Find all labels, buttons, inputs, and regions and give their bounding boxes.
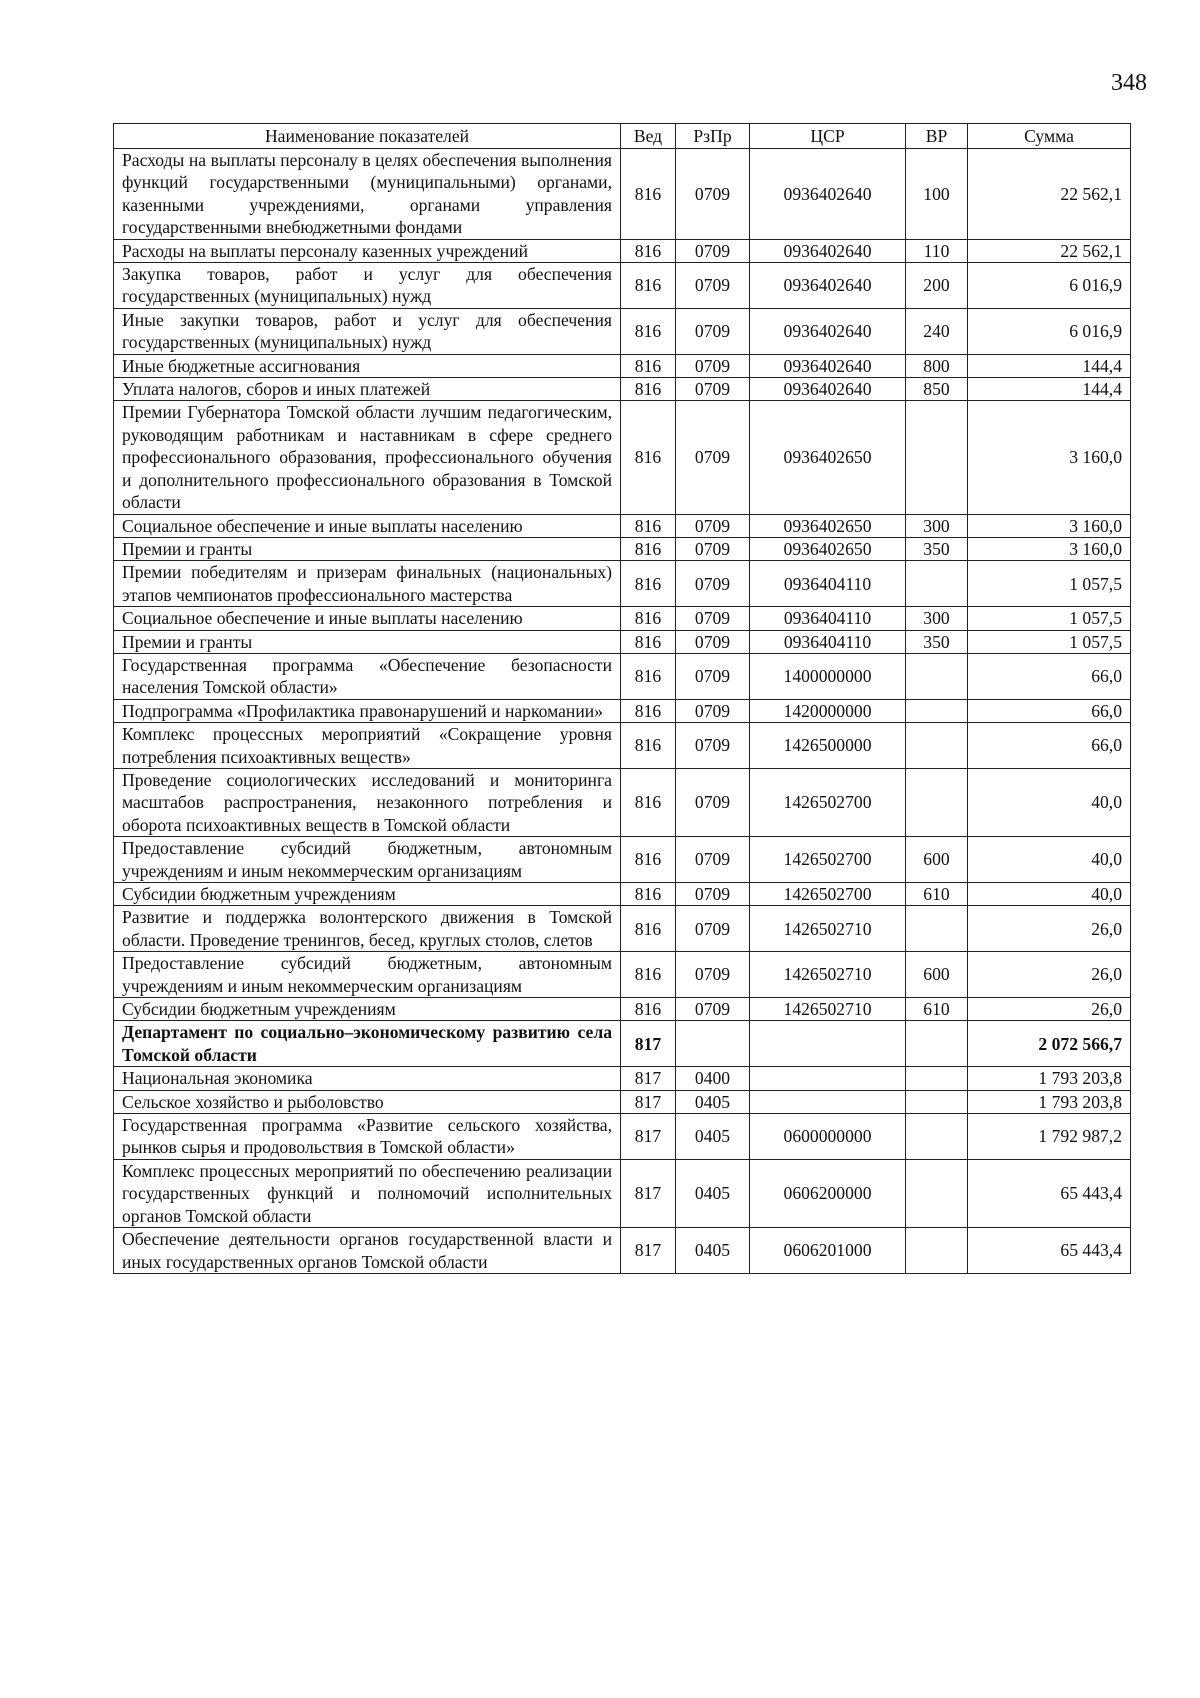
cell-sum: 40,0 (968, 837, 1131, 883)
cell-rzpr: 0709 (676, 239, 750, 262)
header-vr: ВР (906, 124, 968, 149)
table-row (114, 699, 1131, 722)
cell-rzpr: 0709 (676, 723, 750, 769)
cell-ved: 816 (621, 401, 676, 514)
cell-rzpr: 0405 (676, 1114, 750, 1160)
cell-vr (906, 401, 968, 514)
cell-name: Премии и гранты (114, 630, 621, 653)
cell-name: Субсидии бюджетным учреждениям (114, 998, 621, 1021)
cell-name: Предоставление субсидий бюджетным, автономным учреждениям и иным некоммерческим организациям (114, 837, 621, 883)
cell-name: Обеспечение деятельности органов государственной власти и иных государственных органов Томской области (114, 1228, 621, 1274)
cell-ved: 816 (621, 723, 676, 769)
cell-csr: 0936404110 (750, 607, 906, 630)
cell-name: Социальное обеспечение и иные выплаты населению (114, 607, 621, 630)
cell-csr: 1426502700 (750, 837, 906, 883)
table-row (114, 630, 1131, 653)
cell-ved: 816 (621, 883, 676, 906)
cell-vr (906, 723, 968, 769)
table-body (114, 149, 1131, 1274)
cell-vr: 610 (906, 883, 968, 906)
cell-ved: 816 (621, 837, 676, 883)
cell-vr: 850 (906, 378, 968, 401)
cell-csr: 0936402650 (750, 401, 906, 514)
cell-ved: 816 (621, 263, 676, 309)
cell-name: Государственная программа «Развитие сельского хозяйства, рынков сырья и продовольствия в Томской области» (114, 1114, 621, 1160)
cell-vr (906, 1228, 968, 1274)
cell-name: Иные бюджетные ассигнования (114, 354, 621, 377)
cell-vr: 110 (906, 239, 968, 262)
cell-sum: 26,0 (968, 952, 1131, 998)
cell-rzpr: 0709 (676, 354, 750, 377)
cell-sum: 66,0 (968, 699, 1131, 722)
cell-sum: 2 072 566,7 (968, 1021, 1131, 1067)
cell-rzpr: 0709 (676, 514, 750, 537)
cell-name: Социальное обеспечение и иные выплаты населению (114, 514, 621, 537)
cell-vr (906, 1021, 968, 1067)
cell-name: Проведение социологических исследований и мониторинга масштабов распространения, незаконного потребления и оборота психоактивных веществ в Томской области (114, 768, 621, 836)
table-row (114, 1228, 1131, 1274)
cell-sum: 1 792 987,2 (968, 1114, 1131, 1160)
cell-vr: 800 (906, 354, 968, 377)
cell-name: Подпрограмма «Профилактика правонарушений и наркомании» (114, 699, 621, 722)
cell-ved: 816 (621, 906, 676, 952)
table-row (114, 514, 1131, 537)
cell-rzpr (676, 1021, 750, 1067)
cell-sum: 22 562,1 (968, 149, 1131, 240)
cell-rzpr: 0709 (676, 149, 750, 240)
cell-rzpr: 0709 (676, 768, 750, 836)
table-row (114, 561, 1131, 607)
cell-csr: 0936404110 (750, 630, 906, 653)
cell-rzpr: 0709 (676, 699, 750, 722)
table-row (114, 401, 1131, 514)
cell-csr: 1426500000 (750, 723, 906, 769)
cell-sum: 3 160,0 (968, 514, 1131, 537)
table-row (114, 768, 1131, 836)
table-row (114, 1090, 1131, 1113)
table-row (114, 263, 1131, 309)
cell-ved: 817 (621, 1228, 676, 1274)
cell-sum: 66,0 (968, 723, 1131, 769)
cell-csr (750, 1021, 906, 1067)
cell-csr: 0936402640 (750, 378, 906, 401)
cell-ved: 817 (621, 1021, 676, 1067)
cell-name: Сельское хозяйство и рыболовство (114, 1090, 621, 1113)
cell-sum: 3 160,0 (968, 401, 1131, 514)
cell-sum: 6 016,9 (968, 263, 1131, 309)
cell-csr: 0936402640 (750, 239, 906, 262)
table-row (114, 723, 1131, 769)
header-name: Наименование показателей (114, 124, 621, 149)
cell-vr: 240 (906, 308, 968, 354)
cell-sum: 40,0 (968, 768, 1131, 836)
cell-ved: 816 (621, 514, 676, 537)
cell-name: Комплекс процессных мероприятий по обеспечению реализации государственных функций и полномочий исполнительных органов Томской области (114, 1159, 621, 1227)
cell-vr: 300 (906, 514, 968, 537)
header-csr: ЦСР (750, 124, 906, 149)
cell-name: Уплата налогов, сборов и иных платежей (114, 378, 621, 401)
cell-rzpr: 0709 (676, 883, 750, 906)
cell-vr: 350 (906, 630, 968, 653)
cell-rzpr: 0400 (676, 1067, 750, 1090)
cell-rzpr: 0709 (676, 630, 750, 653)
cell-ved: 816 (621, 308, 676, 354)
table-row (114, 239, 1131, 262)
cell-sum: 65 443,4 (968, 1228, 1131, 1274)
cell-csr (750, 1067, 906, 1090)
cell-rzpr: 0405 (676, 1228, 750, 1274)
cell-vr (906, 699, 968, 722)
table-row (114, 607, 1131, 630)
cell-csr: 1426502700 (750, 768, 906, 836)
cell-sum: 22 562,1 (968, 239, 1131, 262)
cell-vr: 610 (906, 998, 968, 1021)
table-row (114, 906, 1131, 952)
cell-name: Департамент по социально–экономическому развитию села Томской области (114, 1021, 621, 1067)
cell-sum: 65 443,4 (968, 1159, 1131, 1227)
cell-ved: 817 (621, 1159, 676, 1227)
cell-vr: 350 (906, 537, 968, 560)
table-row (114, 308, 1131, 354)
cell-name: Премии победителям и призерам финальных (национальных) этапов чемпионатов профессионального мастерства (114, 561, 621, 607)
cell-name: Субсидии бюджетным учреждениям (114, 883, 621, 906)
cell-ved: 816 (621, 630, 676, 653)
cell-rzpr: 0709 (676, 561, 750, 607)
cell-name: Комплекс процессных мероприятий «Сокращение уровня потребления психоактивных веществ» (114, 723, 621, 769)
header-sum: Сумма (968, 124, 1131, 149)
cell-ved: 816 (621, 149, 676, 240)
cell-vr (906, 653, 968, 699)
table-row (114, 378, 1131, 401)
cell-ved: 816 (621, 699, 676, 722)
cell-name: Закупка товаров, работ и услуг для обеспечения государственных (муниципальных) нужд (114, 263, 621, 309)
cell-sum: 144,4 (968, 378, 1131, 401)
cell-name: Предоставление субсидий бюджетным, автономным учреждениям и иным некоммерческим организациям (114, 952, 621, 998)
cell-rzpr: 0709 (676, 308, 750, 354)
table-header-row (114, 124, 1131, 149)
cell-vr (906, 768, 968, 836)
cell-csr: 0936404110 (750, 561, 906, 607)
cell-sum: 66,0 (968, 653, 1131, 699)
table-row (114, 883, 1131, 906)
cell-rzpr: 0709 (676, 837, 750, 883)
table-row (114, 837, 1131, 883)
cell-name: Расходы на выплаты персоналу в целях обеспечения выполнения функций государственными (муниципальными) органами, казенными учреждениями, органами управления государственными внебюджетными фондами (114, 149, 621, 240)
cell-ved: 817 (621, 1114, 676, 1160)
table-row (114, 537, 1131, 560)
cell-csr: 1426502700 (750, 883, 906, 906)
cell-vr (906, 1067, 968, 1090)
cell-rzpr: 0709 (676, 998, 750, 1021)
cell-csr: 0936402640 (750, 354, 906, 377)
table-row (114, 998, 1131, 1021)
cell-csr: 1420000000 (750, 699, 906, 722)
cell-rzpr: 0709 (676, 378, 750, 401)
cell-csr: 1400000000 (750, 653, 906, 699)
cell-ved: 816 (621, 998, 676, 1021)
cell-csr: 0606200000 (750, 1159, 906, 1227)
cell-csr: 0936402640 (750, 308, 906, 354)
cell-rzpr: 0709 (676, 906, 750, 952)
cell-sum: 3 160,0 (968, 537, 1131, 560)
cell-vr: 200 (906, 263, 968, 309)
budget-table (113, 123, 1131, 1274)
cell-name: Премии Губернатора Томской области лучшим педагогическим, руководящим работникам и наставникам в сфере среднего профессионального образования, профессионального обучения и дополнительного профессионального образования в Томской области (114, 401, 621, 514)
cell-vr (906, 906, 968, 952)
cell-sum: 26,0 (968, 906, 1131, 952)
table-row (114, 1159, 1131, 1227)
header-rzpr: РзПр (676, 124, 750, 149)
cell-ved: 816 (621, 537, 676, 560)
cell-sum: 1 057,5 (968, 561, 1131, 607)
cell-rzpr: 0709 (676, 952, 750, 998)
cell-ved: 816 (621, 607, 676, 630)
cell-csr: 1426502710 (750, 952, 906, 998)
cell-vr (906, 1090, 968, 1113)
cell-name: Премии и гранты (114, 537, 621, 560)
cell-sum: 1 057,5 (968, 607, 1131, 630)
cell-csr: 0606201000 (750, 1228, 906, 1274)
cell-sum: 1 057,5 (968, 630, 1131, 653)
table-row (114, 1021, 1131, 1067)
cell-vr (906, 1114, 968, 1160)
cell-name: Национальная экономика (114, 1067, 621, 1090)
table-row (114, 354, 1131, 377)
cell-sum: 40,0 (968, 883, 1131, 906)
cell-csr: 0936402650 (750, 514, 906, 537)
cell-sum: 1 793 203,8 (968, 1090, 1131, 1113)
cell-vr (906, 561, 968, 607)
table-row (114, 1067, 1131, 1090)
cell-csr: 0936402640 (750, 263, 906, 309)
cell-ved: 816 (621, 354, 676, 377)
cell-ved: 816 (621, 561, 676, 607)
table-row (114, 952, 1131, 998)
cell-csr (750, 1090, 906, 1113)
cell-csr: 1426502710 (750, 906, 906, 952)
cell-name: Иные закупки товаров, работ и услуг для обеспечения государственных (муниципальных) нужд (114, 308, 621, 354)
cell-rzpr: 0405 (676, 1159, 750, 1227)
cell-ved: 816 (621, 378, 676, 401)
cell-rzpr: 0709 (676, 653, 750, 699)
cell-vr (906, 1159, 968, 1227)
cell-ved: 816 (621, 952, 676, 998)
cell-name: Развитие и поддержка волонтерского движения в Томской области. Проведение тренингов, бесед, круглых столов, слетов (114, 906, 621, 952)
cell-ved: 816 (621, 653, 676, 699)
cell-csr: 0936402650 (750, 537, 906, 560)
cell-ved: 817 (621, 1067, 676, 1090)
cell-name: Государственная программа «Обеспечение безопасности населения Томской области» (114, 653, 621, 699)
cell-ved: 816 (621, 239, 676, 262)
cell-csr: 1426502710 (750, 998, 906, 1021)
cell-ved: 816 (621, 768, 676, 836)
cell-sum: 26,0 (968, 998, 1131, 1021)
cell-rzpr: 0709 (676, 401, 750, 514)
cell-rzpr: 0709 (676, 537, 750, 560)
cell-vr: 600 (906, 952, 968, 998)
cell-csr: 0600000000 (750, 1114, 906, 1160)
cell-sum: 144,4 (968, 354, 1131, 377)
cell-csr: 0936402640 (750, 149, 906, 240)
cell-rzpr: 0405 (676, 1090, 750, 1113)
cell-vr: 100 (906, 149, 968, 240)
cell-ved: 817 (621, 1090, 676, 1113)
cell-vr: 300 (906, 607, 968, 630)
header-ved: Вед (621, 124, 676, 149)
cell-rzpr: 0709 (676, 263, 750, 309)
page-number: 348 (1111, 70, 1147, 96)
table-row (114, 149, 1131, 240)
cell-rzpr: 0709 (676, 607, 750, 630)
table-row (114, 1114, 1131, 1160)
cell-vr: 600 (906, 837, 968, 883)
cell-name: Расходы на выплаты персоналу казенных учреждений (114, 239, 621, 262)
cell-sum: 1 793 203,8 (968, 1067, 1131, 1090)
table-row (114, 653, 1131, 699)
cell-sum: 6 016,9 (968, 308, 1131, 354)
